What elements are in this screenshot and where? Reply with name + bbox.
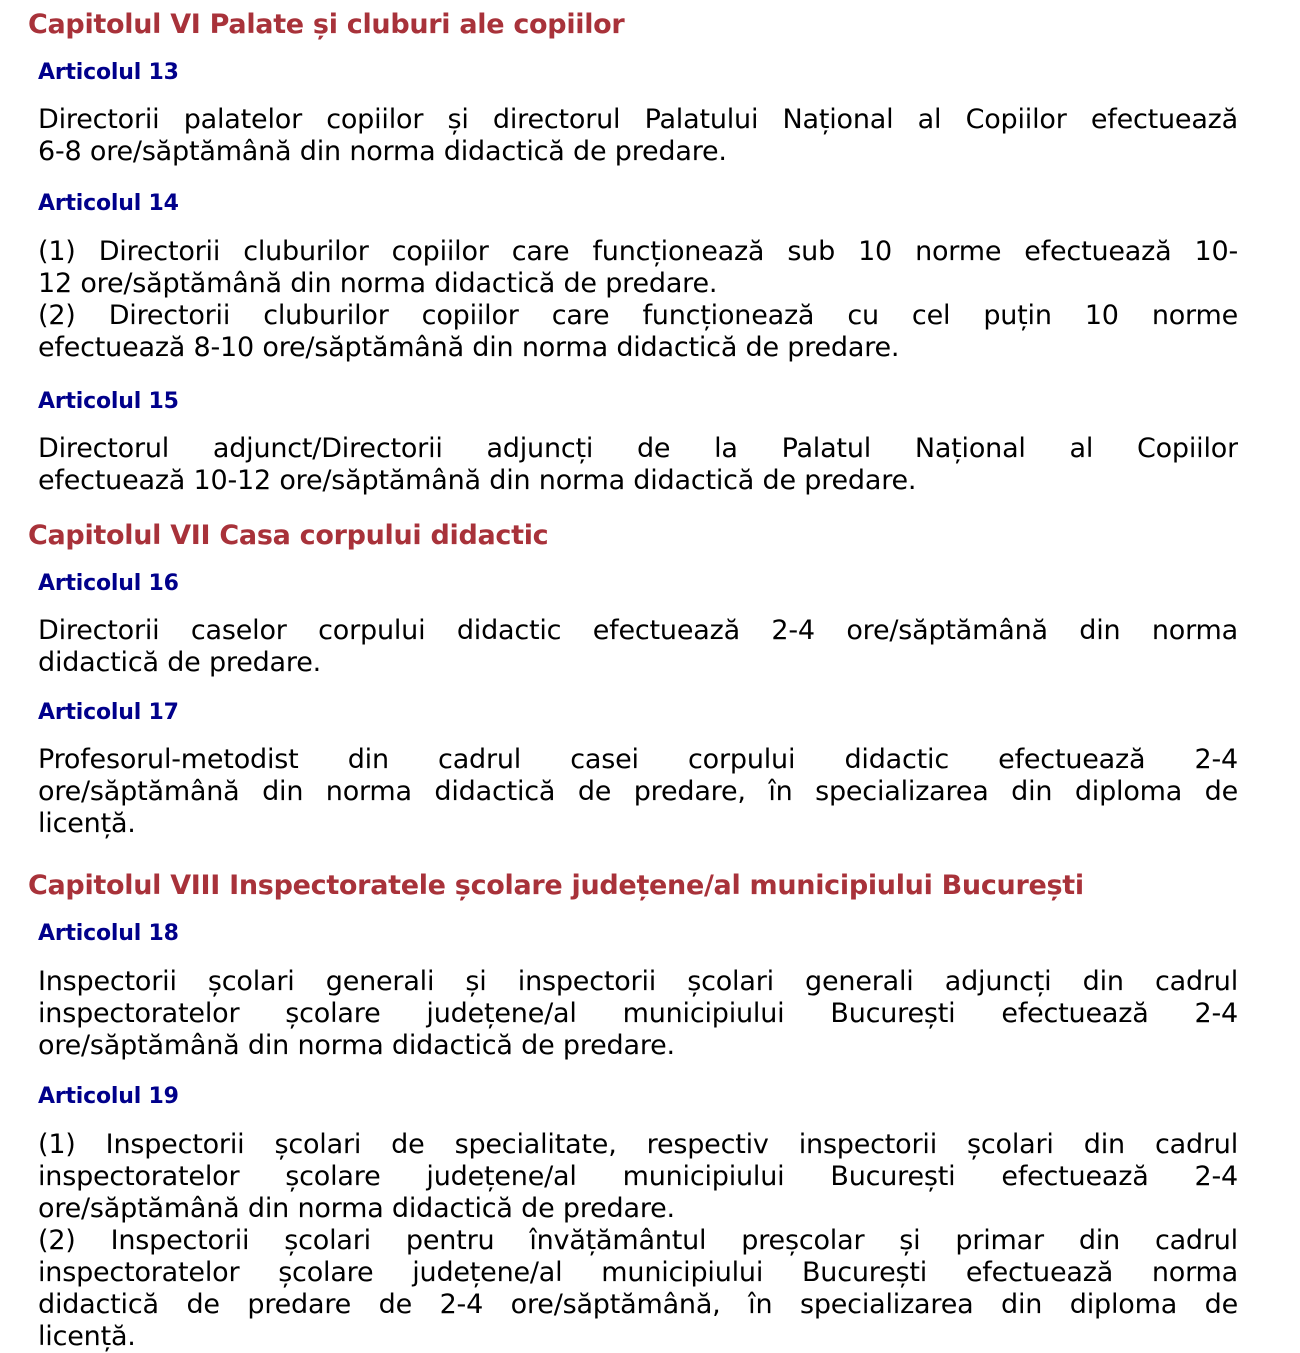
paragraph-line: (1) Inspectorii școlari de specialitate, respectiv inspectorii școlari din cadrul	[38, 1128, 1238, 1160]
paragraph-line: inspectoratelor școlare județene/al municipiului București efectuează norma	[38, 1256, 1238, 1288]
paragraph-line: licență.	[38, 808, 136, 840]
article-paragraph	[38, 744, 1238, 840]
paragraph-line: didactică de predare.	[38, 647, 322, 679]
article-paragraph	[38, 433, 1238, 497]
article-15	[38, 389, 1238, 497]
paragraph-line: inspectoratelor școlare județene/al municipiului București efectuează 2-4	[38, 1160, 1238, 1192]
article-paragraph	[38, 300, 1238, 364]
paragraph-line: licență.	[38, 1320, 136, 1352]
article-heading: Articolul 19	[38, 1084, 179, 1110]
chapter-section-viii	[28, 869, 1238, 1352]
article-paragraph	[38, 104, 1238, 168]
paragraph-line: Inspectorii școlari generali și inspectorii școlari generali adjuncți din cadrul	[38, 966, 1238, 998]
paragraph-line: ore/săptămână din norma didactică de predare, în specializarea din diploma de	[38, 776, 1238, 808]
article-heading: Articolul 13	[38, 60, 179, 86]
chapter-heading: Capitolul VI Palate și cluburi ale copiilor	[28, 9, 625, 40]
article-paragraph	[38, 236, 1238, 300]
paragraph-line: Profesorul-metodist din cadrul casei corpului didactic efectuează 2-4	[38, 744, 1238, 776]
paragraph-line: inspectoratelor școlare județene/al municipiului București efectuează 2-4	[38, 998, 1238, 1030]
paragraph-line: 12 ore/săptămână din norma didactică de predare.	[38, 267, 718, 299]
chapter-section-vii	[28, 519, 1238, 841]
article-16	[38, 571, 1238, 679]
article-heading: Articolul 16	[38, 570, 179, 596]
article-18	[38, 921, 1238, 1062]
article-17	[38, 700, 1238, 840]
paragraph-line: (2) Directorii cluburilor copiilor care funcționează cu cel puțin 10 norme	[38, 299, 1238, 331]
chapter-heading: Capitolul VIII Inspectoratele școlare județene/al municipiului București	[28, 870, 1084, 902]
paragraph-line: efectuează 8-10 ore/săptămână din norma didactică de predare.	[38, 331, 900, 363]
chapter-section-vi	[28, 8, 1238, 497]
paragraph-line: Directorii caselor corpului didactic efectuează 2-4 ore/săptămână din norma	[38, 615, 1238, 647]
paragraph-line: Directorul adjunct/Directorii adjuncți de la Palatul Național al Copiilor	[38, 432, 1238, 464]
article-paragraph	[38, 966, 1238, 1062]
chapter-heading: Capitolul VII Casa corpului didactic	[28, 519, 549, 551]
article-paragraph	[38, 615, 1238, 679]
article-heading: Articolul 17	[38, 700, 179, 726]
article-13	[38, 60, 1238, 168]
article-19	[38, 1084, 1238, 1352]
paragraph-line: ore/săptămână din norma didactică de predare.	[38, 1192, 675, 1224]
paragraph-line: ore/săptămână din norma didactică de predare.	[38, 1030, 675, 1062]
article-paragraph	[38, 1129, 1238, 1225]
article-heading: Articolul 18	[38, 921, 179, 947]
paragraph-line: didactică de predare de 2-4 ore/săptămână, în specializarea din diploma de	[38, 1288, 1238, 1320]
article-heading: Articolul 14	[38, 191, 179, 217]
paragraph-line: efectuează 10-12 ore/săptămână din norma didactică de predare.	[38, 464, 917, 496]
article-paragraph	[38, 1225, 1238, 1353]
paragraph-line: (2) Inspectorii școlari pentru învățământul preșcolar și primar din cadrul	[38, 1224, 1238, 1256]
paragraph-line: 6-8 ore/săptămână din norma didactică de predare.	[38, 136, 727, 168]
article-heading: Articolul 15	[38, 388, 179, 414]
paragraph-line: Directorii palatelor copiilor și directorul Palatului Național al Copiilor efectuează	[38, 104, 1238, 136]
article-14	[38, 191, 1238, 363]
paragraph-line: (1) Directorii cluburilor copiilor care funcționează sub 10 norme efectuează 10-	[38, 235, 1238, 267]
